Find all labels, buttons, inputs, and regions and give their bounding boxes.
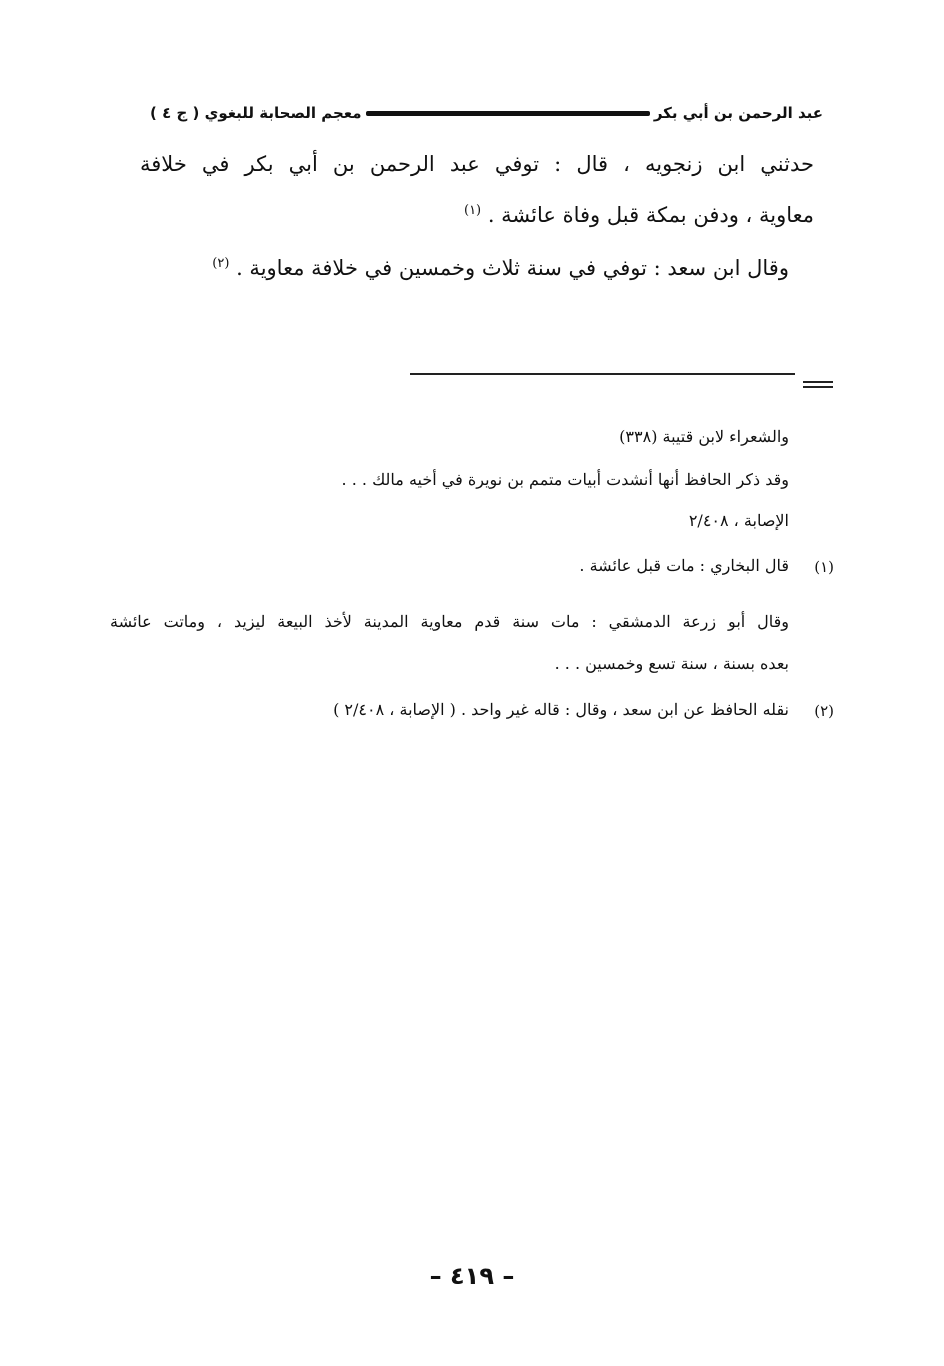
footnote-1-line-3 bbox=[555, 654, 789, 673]
body-line-2 bbox=[464, 203, 814, 227]
page-number: – ٤١٩ – bbox=[429, 1262, 515, 1290]
header-entry-name: عبد الرحمن بن أبي بكر bbox=[653, 104, 823, 122]
body-line-2-text: معاوية ، ودفن بمكة قبل وفاة عائشة . bbox=[487, 203, 814, 227]
footnote-1-line-1 bbox=[579, 556, 789, 575]
footnote-ref-2: (٢) bbox=[212, 256, 230, 271]
footnote-2-line bbox=[333, 700, 789, 719]
footnote-2-text: نقله الحافظ عن ابن سعد ، وقال : قاله غير واحد . ( الإصابة ، ٢/٤٠٨ ) bbox=[333, 700, 789, 719]
body-line-1 bbox=[140, 152, 814, 176]
footnote-1-number: (١) bbox=[814, 558, 834, 576]
body-line-3-text: وقال ابن سعد : توفي في سنة ثلاث وخمسين في خلافة معاوية . bbox=[236, 256, 789, 280]
footnote-continued-text-3: الإصابة ، ٢/٤٠٨ bbox=[688, 511, 789, 530]
footnote-continued-text-2: وقد ذكر الحافظ أنها أنشدت أبيات متمم بن نويرة في أخيه مالك . . . bbox=[341, 470, 789, 489]
footnote-1-text-2: وقال أبو زرعة الدمشقي : مات سنة قدم معاوية المدينة لأخذ البيعة ليزيد ، وماتت عائشة bbox=[110, 612, 790, 631]
body-line-1-text: حدثني ابن زنجويه ، قال : توفي عبد الرحمن بن أبي بكر في خلافة bbox=[140, 152, 814, 176]
separator-dash-bottom bbox=[803, 386, 833, 388]
body-line-3 bbox=[212, 256, 789, 280]
footnote-2-number: (٢) bbox=[814, 702, 834, 720]
footnote-separator-rule bbox=[410, 373, 795, 375]
footnote-1-text-1: قال البخاري : مات قبل عائشة . bbox=[579, 556, 789, 575]
footnote-1-line-2 bbox=[110, 612, 789, 631]
header-book-title: معجم الصحابة للبغوي ( ج ٤ ) bbox=[150, 104, 362, 122]
footnote-ref-1: (١) bbox=[463, 203, 482, 218]
footnote-separator-mark bbox=[803, 381, 833, 391]
footnote-continued-text-1: والشعراء لابن قتيبة (٣٣٨) bbox=[619, 427, 789, 446]
footnote-continued-line-3 bbox=[689, 511, 789, 530]
footnote-continued-line-1 bbox=[619, 427, 789, 446]
separator-dash-top bbox=[803, 381, 833, 383]
running-header bbox=[150, 96, 823, 130]
header-rule bbox=[366, 111, 650, 116]
footnote-continued-line-2 bbox=[342, 470, 789, 489]
footnote-1-text-3: بعده بسنة ، سنة تسع وخمسين . . . bbox=[554, 654, 789, 673]
